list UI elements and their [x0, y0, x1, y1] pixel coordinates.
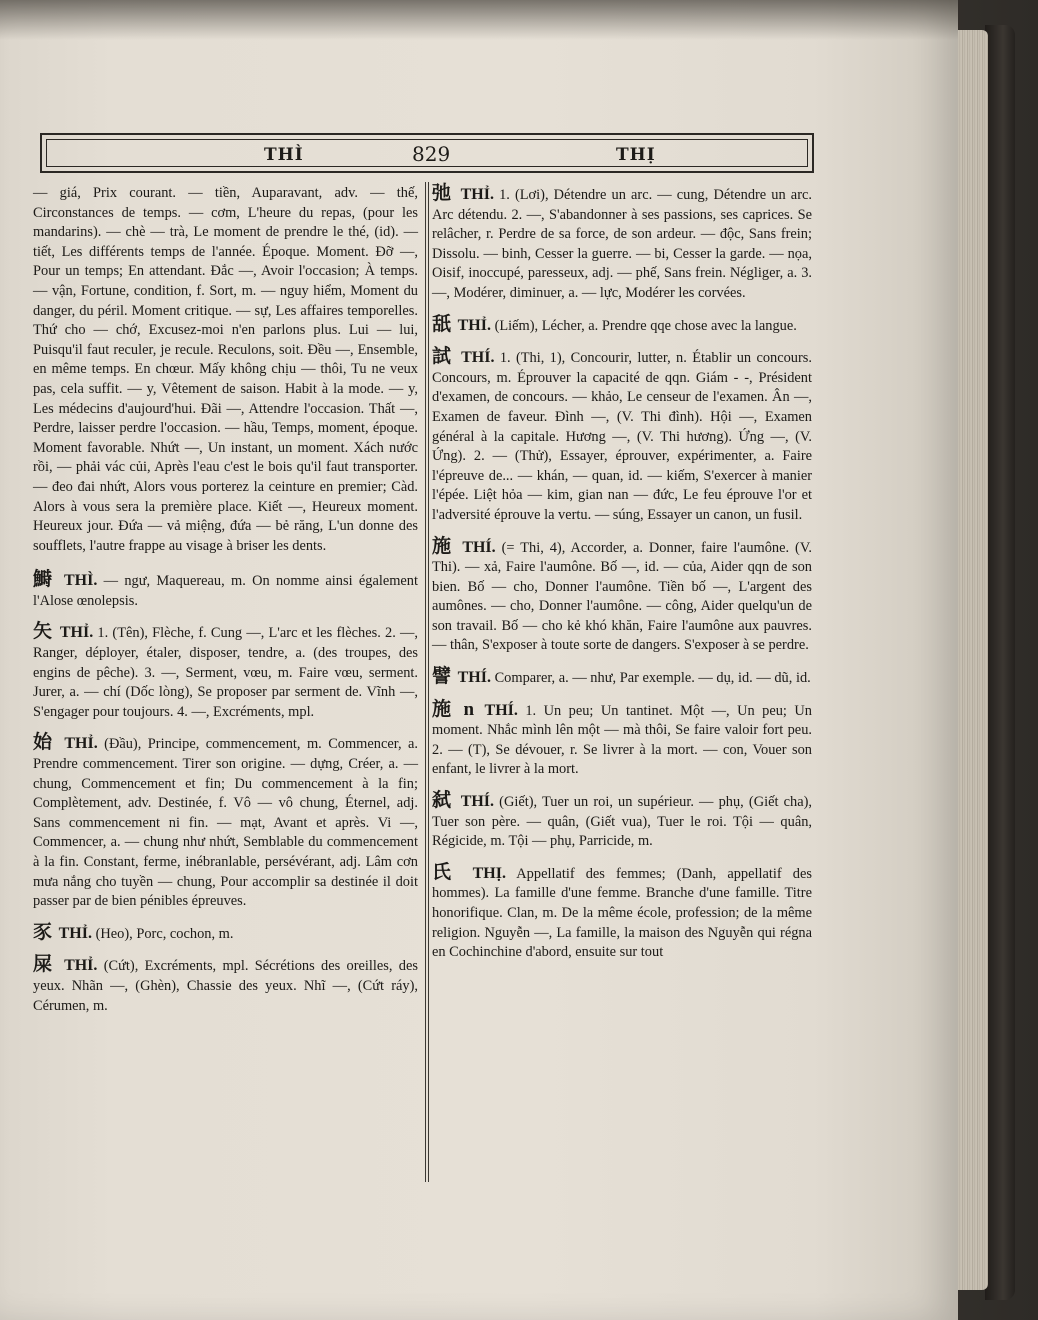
entry-headword: THÍ. — [462, 538, 496, 556]
entry-text: (Giết), Tuer un roi, un supérieur. — phụ, (Giết cha), Tuer son père. — quân, (Giết vua), Tuer le roi. Tội — quân, Régicide, m. Tội — phụ, Parricide, m. — [432, 794, 812, 850]
entry-text: (Đầu), Principe, commencement, m. Commencer, a. Prendre commencement. Tirer son origine. — dựng, Créer, a. — chung, Commencement et fin; Du commencement à la fin; Complètement, adv. Destinée, f. Vô — vô chung, Éternel, adj. Sans commencement ni fin. — mạt, Avant et après. Vi —, Commencer, a. — chung như nhứt, Semblable du commencement à la fin. Constant, ferme, inébranlable, persévérant, adj. Lâm cơn mưa nắng cho tuyền — chung, Pour accomplir sa destinée il doit passer par de bien pénibles épreuves. — [33, 736, 418, 910]
entry-text: — ngư, Maquereau, m. On nomme ainsi également l'Alose œnolepsis. — [33, 573, 418, 609]
entry-character: 鰣 — [33, 569, 55, 591]
dictionary-entry — [432, 791, 812, 852]
entry-text: — giá, Prix courant. — tiền, Auparavant, adv. — thế, Circonstances de temps. — cơm, L'heure du repas, (pour les mandarins). — chè — trà, Le moment de prendre le thé, (id). — tiết, Les différents temps de l'année. Époque. Moment. Đỡ —, Pour un temps; En attendant. Đắc —, Avoir l'occasion; À temps. — vận, Fortune, condition, f. Sort, m. — nguy hiểm, Moment du danger, du péril. Moment critique. — sự, Les affaires temporelles. Thứ cho — chớ, Excusez-moi n'en parlons plus. Lui — lui, Puisqu'il faut reculer, je recule. Reculons, soit. Đều —, Ensemble, en même temps. En chœur. Mấy không chịu — thôi, Tu ne veux pas, cela suffit. — y, Vêtement de saison. Habit à la mode. — y, Les médecins d'aujourd'hui. Đãi —, Attendre l'occasion. Thất —, Perdre, laisser perdre l'occasion. — hầu, Temps, moment, époque. Moment favorable. Nhứt —, Un instant, un moment. Xách nước rồi, — phải vác củi, Après l'eau c'est le bois qu'il faut transporter. — đeo đai nhứt, Alors vous porterez la ceinture en premier; Càd. Alors à vous sera la première place. Kiết —, Heureux moment. Heureux jour. Đứa — vả miệng, đứa — bẻ răng, L'un donne des soufflets, l'autre frappe au visage à briser les dents. — [33, 185, 418, 554]
entry-character: 舐 — [432, 313, 452, 335]
entry-text: 1. (Lơi), Détendre un arc. — cung, Détendre un arc. Arc détendu. 2. —, S'abandonner à ses passions, ses caprices. Se relâcher, r. Perdre de sa force, de son ardeur. — độc, Sans frein; Dissolu. — binh, Cesser la guerre. — bi, Cesser la garde. — nọa, Oisif, inoccupé, paresseux, adj. — phế, Sans frein. Négliger, a. 3. —, Modérer, diminuer, a. — lực, Modérer les corvées. — [432, 187, 812, 301]
top-shadow — [0, 0, 958, 40]
dictionary-entry — [432, 315, 812, 337]
entry-text: (Cứt), Excréments, mpl. Sécrétions des oreilles, des yeux. Nhãn —, (Ghèn), Chassie des yeux. Nhĩ —, (Cứt ráy), Cérumen, m. — [33, 958, 418, 1014]
entry-headword: THỈ. — [58, 924, 92, 942]
entry-character: 譬 — [432, 666, 452, 688]
entry-text: (Liếm), Lécher, a. Prendre qqe chose avec la langue. — [494, 317, 797, 334]
dictionary-entry — [432, 184, 812, 304]
entry-text: 1. Un peu; Un tantinet. Một —, Un peu; Un moment. Nhắc mình lên một — mà thôi, Se faire valoir fort peu. 2. — (T), Se dévouer, r. Se livrer à la mort. — con, Vouer son enfant, le livrer à la mort. — [432, 702, 812, 778]
dictionary-entry — [432, 700, 812, 780]
page-number: 829 — [412, 142, 451, 166]
header-right-guideword: THỊ — [616, 145, 656, 165]
dictionary-entry — [33, 955, 418, 1016]
entry-text: 1. (Thi, 1), Concourir, lutter, n. Établir un concours. Concours, m. Éprouver la capacité de qqn. Giám - -, Président d'examen, de concours. — khảo, Le censeur de l'examen. Ân —, Examen de faveur. Đình —, (V. Thi đình). Hội —, Examen général à la capitale. Hương —, (V. Thi hương). Ứng —, (V. Ứng). 2. — (Thử), Essayer, éprouver, expérimenter, a. Faire l'épreuve de... — khán, — quan, id. — kiếm, S'exercer à manier l'épée. Liệt hỏa — kim, gian nan — đức, Le feu éprouve l'or et l'adversité éprouve la vertu. — súng, Essayer un canon, un fusil. — [432, 350, 812, 523]
header-left-guideword: THÌ — [264, 145, 304, 165]
entry-character: 屎 — [33, 954, 55, 976]
dictionary-entry — [33, 733, 418, 911]
entry-character: 豕 — [33, 921, 53, 943]
dictionary-entry — [33, 184, 418, 556]
dictionary-entry — [432, 863, 812, 963]
entry-text: Comparer, a. — như, Par exemple. — dụ, id. — dũ, id. — [494, 670, 811, 687]
entry-headword: THÍ. — [484, 701, 518, 719]
entry-headword: THỈ. — [64, 735, 98, 753]
dictionary-entry — [33, 622, 418, 722]
dictionary-entry — [432, 537, 812, 657]
right-column — [432, 184, 812, 974]
entry-headword: THỈ. — [460, 186, 494, 203]
entry-headword: THỈ. — [59, 624, 94, 642]
entry-character: 施 n — [432, 698, 475, 720]
entry-character: 弛 — [432, 183, 453, 204]
entry-headword: THỈ. — [64, 957, 98, 975]
entry-headword: THÍ. — [461, 349, 495, 367]
page-edges — [958, 30, 988, 1290]
running-header — [40, 133, 814, 173]
dictionary-entry — [432, 667, 812, 689]
entry-character: 弑 — [432, 790, 453, 812]
entry-character: 試 — [432, 346, 453, 368]
entry-headword: THỈ. — [457, 316, 491, 334]
entry-text: 1. (Tên), Flèche, f. Cung —, L'arc et les flèches. 2. —, Ranger, déployer, étaler, disposer, tendre, a. (des troupes, des engins de pêche). 3. —, Serment, vœu, m. Faire vœu, serment. Jurer, a. — chí (Dốc lòng), Se proposer par serment de. Vĩnh —, S'engager pour toujours. 4. —, Excréments, mpl. — [33, 625, 418, 720]
entry-character: 始 — [33, 732, 55, 754]
entry-headword: THÌ. — [64, 572, 98, 590]
entry-character: 施 — [432, 535, 454, 557]
entry-headword: THÍ. — [460, 793, 495, 811]
dictionary-entry — [432, 347, 812, 525]
entry-headword: THỊ. — [472, 864, 506, 882]
dictionary-entry — [33, 570, 418, 611]
entry-text: (Heo), Porc, cochon, m. — [95, 925, 234, 942]
dictionary-entry — [33, 923, 418, 945]
left-column — [33, 184, 418, 1027]
entry-text: (= Thi, 4), Accorder, a. Donner, faire l'aumône. (V. Thi). — xả, Faire l'aumône. Bố —, id. — của, Aider qqn de son bien. Bố — cho, Donner l'aumône. Tiền bố —, L'argent des aumônes. — cho, Donner l'aumône. — công, Aider quelqu'un de son travail. Bố — cho kẻ khó khăn, Faire l'aumône aux pauvres. — thân, S'exposer à toute sorte de dangers. S'exposer à se perdre. — [432, 539, 812, 654]
entry-text: Appellatif des femmes; (Danh, appellatif des hommes). La famille d'une femme. Branche d'une famille. Titre honorifique. Clan, m. De la même école, profession; de la même religion. Nguyễn —, La famille, la maison des Nguyễn qui régna en Cochinchine d'abord, ensuite sur tout — [432, 865, 812, 961]
book-cover — [985, 25, 1015, 1300]
entry-headword: THÍ. — [457, 669, 491, 687]
entry-character: 氏 — [432, 861, 459, 883]
column-divider — [425, 182, 426, 1182]
entry-character: 矢 — [33, 621, 53, 643]
column-divider-inner — [428, 182, 429, 1182]
